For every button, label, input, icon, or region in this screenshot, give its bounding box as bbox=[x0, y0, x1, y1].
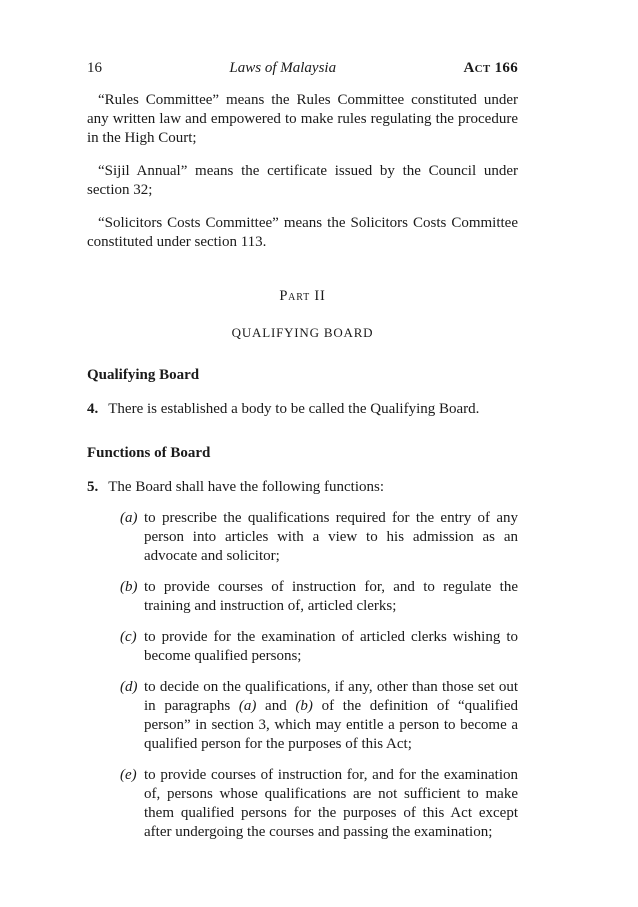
page-number: 16 bbox=[87, 60, 102, 76]
list-item bbox=[120, 678, 518, 754]
section-4-heading: Qualifying Board bbox=[87, 367, 200, 383]
part-title: QUALIFYING BOARD bbox=[231, 325, 374, 340]
part-label: Part II bbox=[279, 288, 326, 304]
list-item bbox=[120, 578, 518, 616]
item-text: to provide courses of instruction for, and for the examination of, persons whose qualifications are not sufficient to make them qualified persons for the purposes of this Act except after undergoing the courses and passing the examination; bbox=[144, 767, 518, 840]
list-item bbox=[120, 628, 518, 666]
section-5-heading: Functions of Board bbox=[87, 445, 211, 461]
item-text bbox=[144, 678, 518, 754]
section-4-body: There is established a body to be called the Qualifying Board. bbox=[108, 401, 480, 417]
item-text: to provide for the examination of articled clerks wishing to become qualified persons; bbox=[144, 629, 518, 664]
item-text-start: to decide on the qualifications, if any, other than those set out in paragraphs bbox=[144, 679, 518, 714]
paragraph-ref-b: (b) bbox=[295, 698, 313, 714]
item-label: (a) bbox=[120, 510, 138, 526]
definition-sijil-annual: “Sijil Annual” means the certificate issued by the Council under section 32; bbox=[87, 163, 518, 198]
definition-solicitors-costs-committee: “Solicitors Costs Committee” means the Solicitors Costs Committee constituted under section 113. bbox=[87, 215, 518, 250]
item-text: to prescribe the qualifications required for the entry of any person into articles with a view to his admission as an advocate and solicitor; bbox=[144, 510, 518, 564]
item-text-end: of the definition of “qualified person” in section 3, which may entitle a person to become a qualified person for the purposes of this Act; bbox=[144, 698, 518, 752]
section-5-text bbox=[87, 478, 518, 497]
item-label: (e) bbox=[120, 767, 137, 783]
section-4-text bbox=[87, 400, 518, 419]
section-5-body: The Board shall have the following functions: bbox=[108, 479, 385, 495]
item-label: (b) bbox=[120, 579, 138, 595]
functions-list bbox=[87, 509, 518, 842]
running-title: Laws of Malaysia bbox=[229, 60, 337, 76]
item-label: (d) bbox=[120, 679, 138, 695]
definition-rules-committee: “Rules Committee” means the Rules Committee constituted under any written law and empowered to make rules regulating the procedure in the High Court; bbox=[87, 92, 518, 146]
item-label: (c) bbox=[120, 629, 137, 645]
act-number: Act 166 bbox=[463, 60, 518, 76]
item-text-mid: and bbox=[256, 698, 296, 714]
paragraph-ref-a: (a) bbox=[238, 698, 257, 714]
list-item bbox=[120, 766, 518, 842]
list-item bbox=[120, 509, 518, 566]
section-5-number: 5. bbox=[87, 479, 99, 495]
page-header bbox=[87, 60, 518, 77]
section-4-number: 4. bbox=[87, 401, 99, 417]
item-text: to provide courses of instruction for, and to regulate the training and instruction of, articled clerks; bbox=[144, 579, 518, 614]
